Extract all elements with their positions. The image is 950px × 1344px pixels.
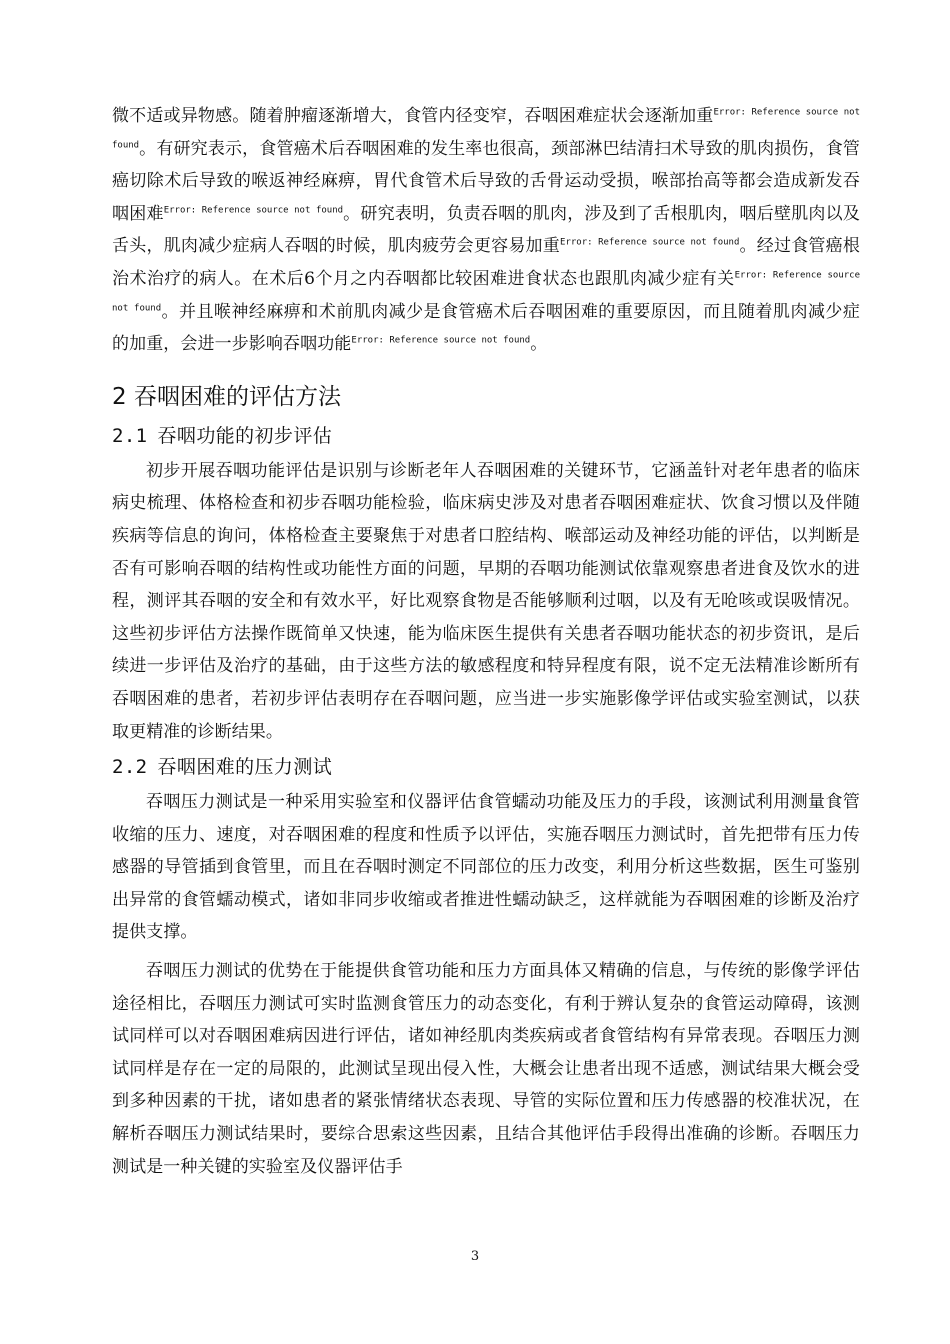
body-paragraph: 吞咽压力测试是一种采用实验室和仪器评估食管蠕动功能及压力的手段，该测试利用测量食管收缩的压力、速度，对吞咽困难的程度和性质予以评估，实施吞咽压力测试时，首先把带有压力传感器的导管插到食管里，而且在吞咽时测定不同部位的压力改变，利用分析这些数据，医生可鉴别出异常的食管蠕动模式，诸如非同步收缩或者推进性蠕动缺乏，这样就能为吞咽困难的诊断及治疗提供支撑。 [112, 792, 860, 943]
subsection-title: 吞咽功能的初步评估 [157, 424, 333, 447]
reference-error: Error: Reference source not found [112, 270, 860, 313]
subsection-heading [112, 748, 860, 786]
intro-text-2: 。有研究表示，食管癌术后吞咽困难的发生率也很高，颈部淋巴结清扫术导致的肌肉损伤，食管癌切除术后导致的喉返神经麻痹，胃代食管术后导致的舌骨运动受损，喉部抬高等都会造成新发吞咽困难 [112, 138, 860, 224]
page-number: 3 [470, 1249, 480, 1264]
subsection-number: 2.1 [112, 424, 148, 447]
reference-error: Error: Reference source not found [112, 107, 860, 150]
intro-text-3: 。研究表明，负责吞咽的肌肉，涉及到了舌根肌肉，咽后壁肌肉以及舌头，肌肉减少症病人吞咽的时候，肌肉疲劳会更容易加重 [112, 203, 860, 257]
subsection-title: 吞咽困难的压力测试 [157, 756, 333, 779]
section-heading: 2 吞咽困难的评估方法 [112, 383, 341, 410]
reference-error: Error: Reference source not found [351, 335, 531, 346]
intro-text-6: 。 [530, 334, 548, 355]
intro-text-4: 。经过食管癌根治术治疗的病人。在术后6个月之内吞咽都比较困难进食状态也跟肌肉减少症有关 [112, 236, 860, 289]
body-paragraph: 吞咽压力测试的优势在于能提供食管功能和压力方面具体又精确的信息，与传统的影像学评估途径相比，吞咽压力测试可实时监测食管压力的动态变化，有利于辨认复杂的食管运动障碍，该测试同样可以对吞咽困难病因进行评估，诸如神经肌肉类疾病或者食管结构有异常表现。吞咽压力测试同样是存在一定的局限的，此测试呈现出侵入性，大概会让患者出现不适感，测试结果大概会受到多种因素的干扰，诸如患者的紧张情绪状态表现、导管的实际位置和压力传感器的校准状况，在解析吞咽压力测试结果时，要综合思索这些因素，且结合其他评估手段得出准确的诊断。吞咽压力测试是一种关键的实验室及仪器评估手 [112, 961, 860, 1177]
intro-paragraph [112, 100, 860, 361]
intro-text-1: 微不适或异物感。随着肿瘤逐渐增大，食管内径变窄，吞咽困难症状会逐渐加重 [112, 106, 714, 126]
subsection-heading [112, 417, 860, 455]
reference-error: Error: Reference source not found [560, 237, 740, 248]
subsection-number: 2.2 [112, 756, 148, 779]
body-paragraph: 初步开展吞咽功能评估是识别与诊断老年人吞咽困难的关键环节，它涵盖针对老年患者的临床病史梳理、体格检查和初步吞咽功能检验，临床病史涉及对患者吞咽困难症状、饮食习惯以及伴随疾病等信息的询问，体格检查主要聚焦于对患者口腔结构、喉部运动及神经功能的评估，以判断是否有可影响吞咽的结构性或功能性方面的问题，早期的吞咽功能测试依靠观察患者进食及饮水的进程，测评其吞咽的安全和有效水平，好比观察食物是否能够顺利过咽，以及有无呛咳或误吸情况。这些初步评估方法操作既简单又快速，能为临床医生提供有关患者吞咽功能状态的初步资讯，是后续进一步评估及治疗的基础，由于这些方法的敏感程度和特异程度有限，说不定无法精准诊断所有吞咽困难的患者，若初步评估表明存在吞咽问题，应当进一步实施影像学评估或实验室测试，以获取更精准的诊断结果。 [112, 460, 860, 742]
reference-error: Error: Reference source not found [163, 205, 344, 216]
intro-text-5: 。并且喉神经麻痹和术前肌肉减少是食管癌术后吞咽困难的重要原因，而且随着肌肉减少症的加重，会进一步影响吞咽功能 [112, 301, 860, 355]
document-page [112, 100, 860, 1183]
